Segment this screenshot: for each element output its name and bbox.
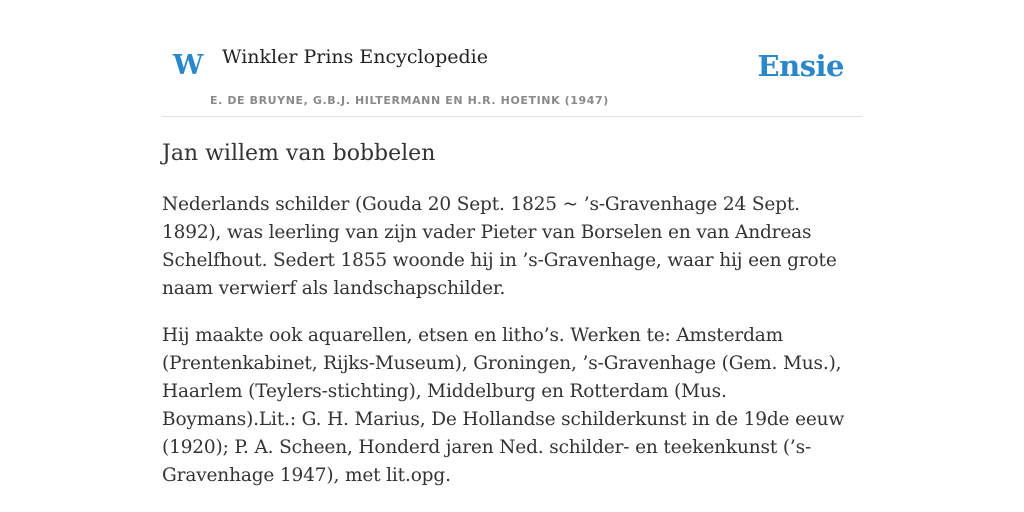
article — [162, 140, 862, 509]
winkler-prins-logo[interactable]: W — [173, 50, 204, 81]
article-paragraph: Nederlands schilder (Gouda 20 Sept. 1825 ~ ’s-Gravenhage 24 Sept. 1892), was leerling van zijn vader Pieter van Borselen en van Andreas Schelfhout. Sedert 1855 woonde hij in ’s-Gravenhage, waar hij een grote naam verwierf als landschapschilder. — [162, 193, 837, 299]
book-header — [162, 0, 862, 117]
ensie-logo[interactable]: Ensie — [757, 49, 844, 83]
article-paragraph: Hij maakte ook aquarellen, etsen en litho’s. Werken te: Amsterdam (Prentenkabinet, Rijks-Museum), Groningen, ’s-Gravenhage (Gem. Mus.), Haarlem (Teylers-stichting), Middelburg en Rotterdam (Mus. Boymans).Lit.: G. H. Marius, De Hollandse schilderkunst in de 19de eeuw (1920); P. A. Scheen, Honderd jaren Ned. schilder- en teekenkunst (’s-Gravenhage 1947), met lit.opg. — [162, 324, 845, 486]
article-title: Jan willem van bobbelen — [162, 141, 436, 166]
book-authors: E. DE BRUYNE, G.B.J. HILTERMANN EN H.R. HOETINK (1947) — [210, 94, 609, 107]
book-title[interactable]: Winkler Prins Encyclopedie — [222, 46, 488, 68]
